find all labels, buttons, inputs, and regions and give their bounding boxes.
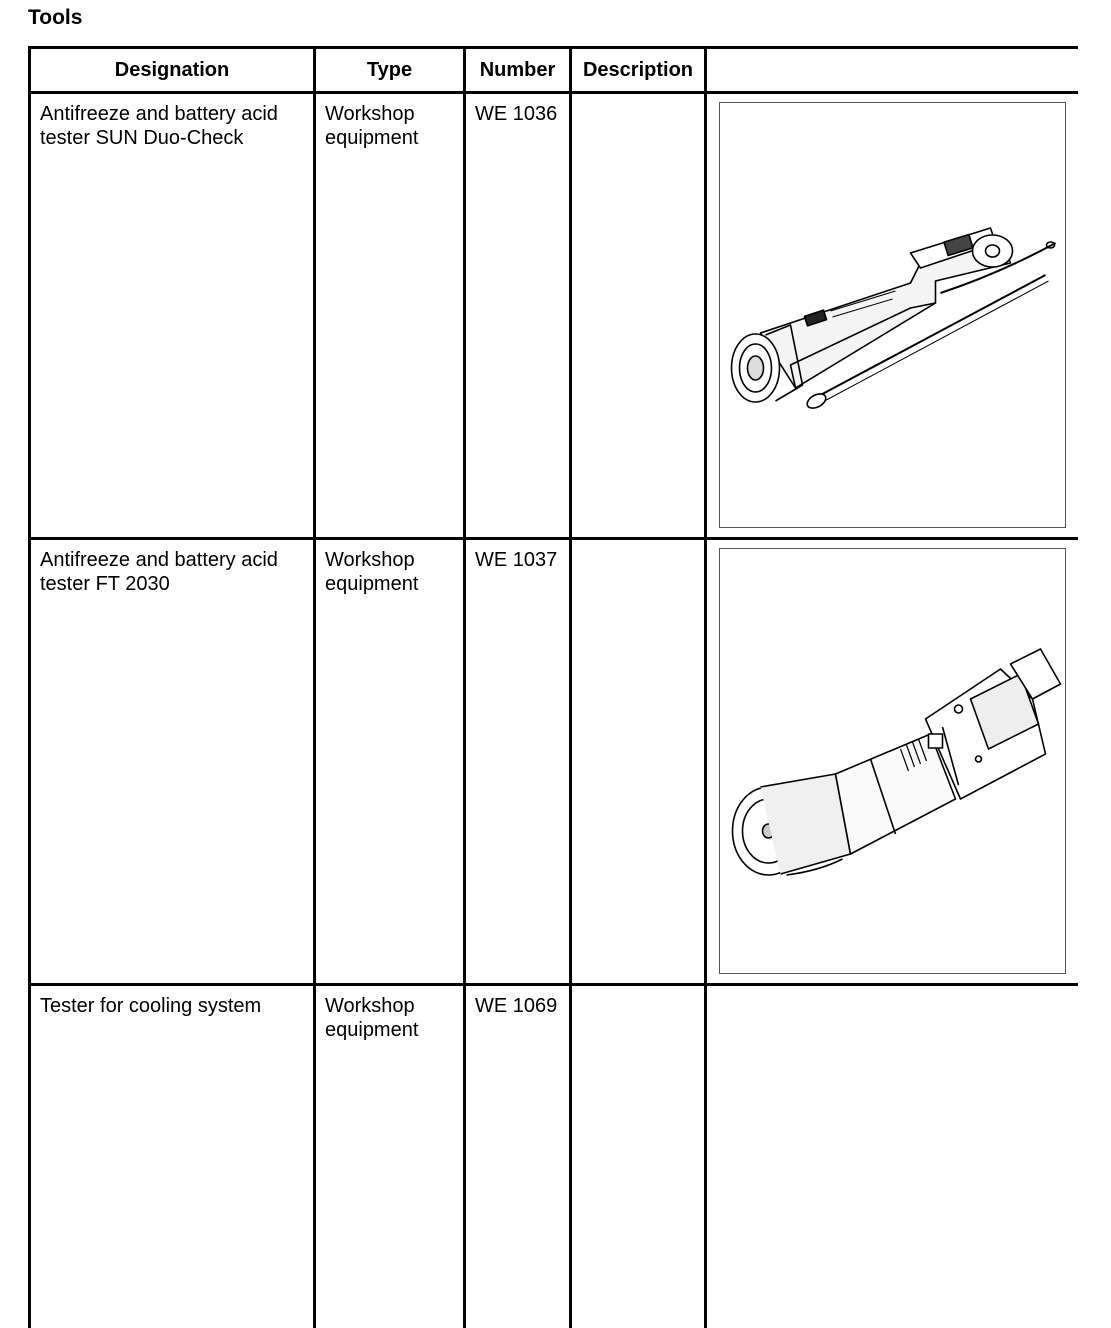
cell-designation: [30, 985, 315, 1328]
description-text: [572, 540, 704, 556]
section-title: Tools: [28, 6, 83, 29]
cell-designation: [30, 93, 315, 539]
tools-table: [28, 46, 1078, 1328]
description-text: [572, 94, 704, 110]
cell-type: [315, 93, 465, 539]
header-type: Type: [315, 48, 465, 93]
cell-number: [465, 539, 571, 985]
description-text: [572, 986, 704, 1002]
cell-number: [465, 985, 571, 1328]
table-row: [30, 539, 1079, 985]
cell-description: [571, 93, 706, 539]
table-header-row: [30, 48, 1079, 93]
type-text: Workshop equipment: [325, 995, 419, 1041]
cell-image: [706, 985, 1079, 1328]
type-text: Workshop equipment: [325, 549, 419, 595]
number-text: WE 1069: [475, 995, 558, 1017]
designation-text: Antifreeze and battery acid tester FT 2030: [40, 549, 278, 595]
cell-description: [571, 539, 706, 985]
cell-number: [465, 93, 571, 539]
designation-text: Tester for cooling system: [40, 995, 262, 1017]
header-number: Number: [465, 48, 571, 93]
number-text: WE 1037: [475, 549, 558, 571]
type-text: Workshop equipment: [325, 103, 419, 149]
ft2030-tester-drawing: [720, 549, 1065, 973]
cell-description: [571, 985, 706, 1328]
number-text: WE 1036: [475, 103, 558, 125]
table-row: [30, 985, 1079, 1328]
header-description: Description: [571, 48, 706, 93]
designation-text: Antifreeze and battery acid tester SUN Duo-Check: [40, 103, 278, 149]
table-row: [30, 93, 1079, 539]
cell-type: [315, 539, 465, 985]
header-image: [706, 48, 1079, 93]
cell-designation: [30, 539, 315, 985]
cell-type: [315, 985, 465, 1328]
cell-image: [706, 539, 1079, 985]
tools-table-container: [28, 46, 1078, 1328]
cell-image: [706, 93, 1079, 539]
duo-check-tester-illustration: [719, 102, 1066, 528]
duo-check-tester-drawing: [720, 103, 1065, 527]
header-designation: Designation: [30, 48, 315, 93]
ft2030-tester-illustration: [719, 548, 1066, 974]
